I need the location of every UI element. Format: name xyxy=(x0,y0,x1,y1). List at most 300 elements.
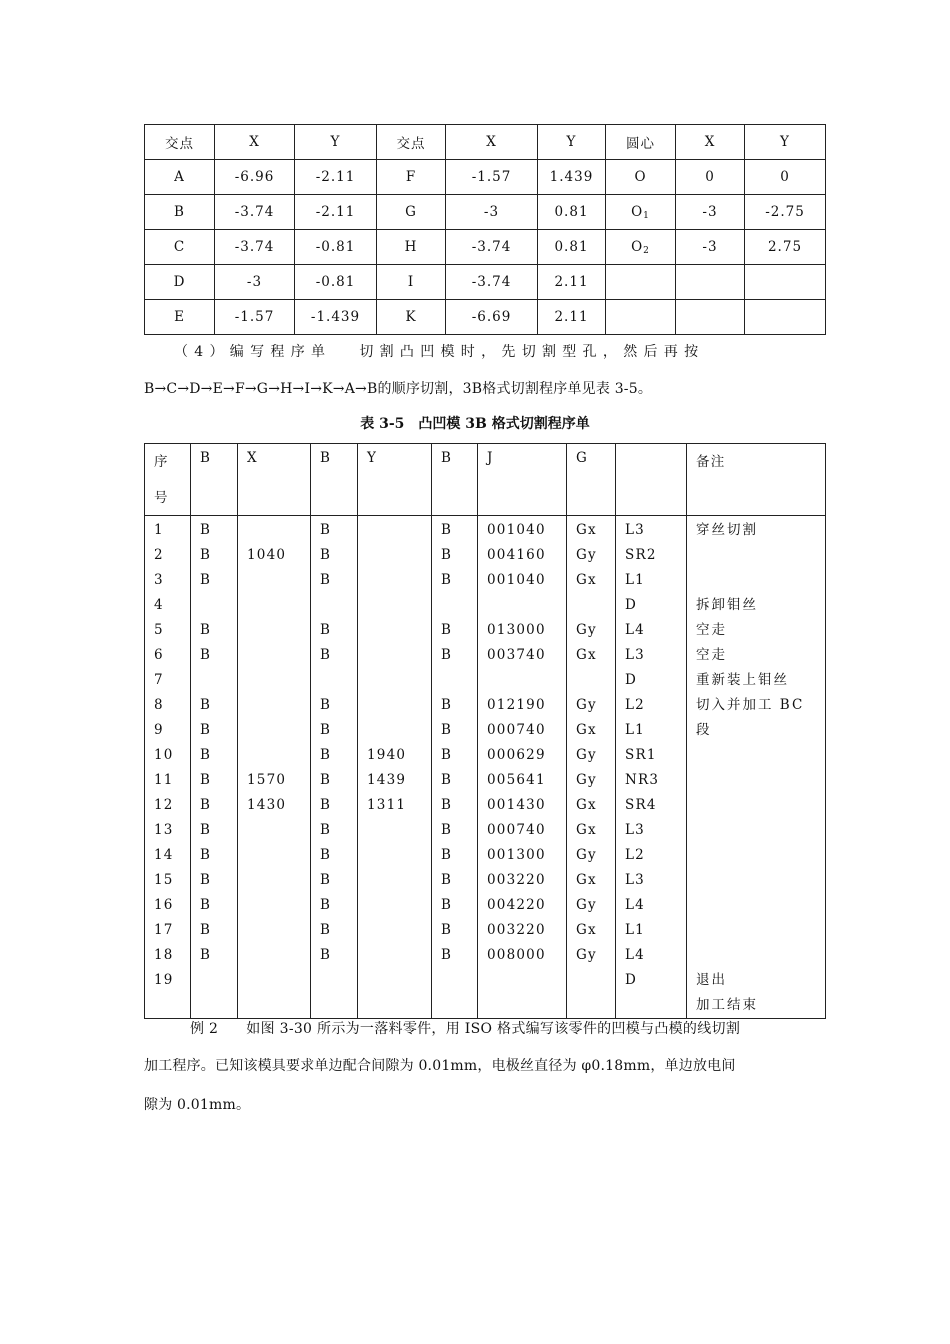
table-row xyxy=(145,993,826,1019)
table-cell: Gx xyxy=(567,793,616,818)
table-cell: L3 xyxy=(616,643,687,668)
table-row xyxy=(145,618,826,643)
note-cell xyxy=(687,543,826,568)
header-cell: 交点 xyxy=(145,125,215,160)
table-cell xyxy=(238,843,311,868)
table-cell xyxy=(358,993,432,1019)
table-cell xyxy=(432,968,478,993)
table-cell: B xyxy=(191,918,238,943)
note-cell xyxy=(687,868,826,893)
table-cell: 003220 xyxy=(478,868,567,893)
table-cell xyxy=(191,668,238,693)
table-cell: SR4 xyxy=(616,793,687,818)
table-cell xyxy=(478,593,567,618)
table-cell xyxy=(432,668,478,693)
table-cell: B xyxy=(311,868,358,893)
table-cell: Gx xyxy=(567,718,616,743)
table-cell xyxy=(358,868,432,893)
table-cell: B xyxy=(432,543,478,568)
table-cell: 19 xyxy=(145,968,191,993)
table-cell: G xyxy=(377,195,446,230)
table-cell xyxy=(676,265,745,300)
table-cell: 005641 xyxy=(478,768,567,793)
note-cell: 空走 xyxy=(687,643,826,668)
table-cell: B xyxy=(191,568,238,593)
table-cell: 001040 xyxy=(478,516,567,544)
table-cell: Gy xyxy=(567,618,616,643)
table-cell xyxy=(606,300,676,335)
table-cell: -0.81 xyxy=(295,265,377,300)
table-cell xyxy=(238,868,311,893)
table-cell: 1 xyxy=(145,516,191,544)
table-cell: Gy xyxy=(567,743,616,768)
step-4-paragraph xyxy=(144,341,825,361)
table-cell: Gx xyxy=(567,643,616,668)
table-cell xyxy=(478,968,567,993)
table-cell: 0 xyxy=(745,160,826,195)
table-cell: 0.81 xyxy=(538,230,606,265)
table-cell: 2.11 xyxy=(538,265,606,300)
table-cell: L1 xyxy=(616,568,687,593)
table-cell: 2.75 xyxy=(745,230,826,265)
table-cell: B xyxy=(191,893,238,918)
table-cell: D xyxy=(145,265,215,300)
table-cell: B xyxy=(311,893,358,918)
table-cell: 17 xyxy=(145,918,191,943)
table-cell: -6.69 xyxy=(446,300,538,335)
table-cell xyxy=(358,618,432,643)
header-cell: Y xyxy=(538,125,606,160)
table-cell xyxy=(238,743,311,768)
header-cell: 备注 xyxy=(687,444,826,516)
table-cell xyxy=(238,693,311,718)
table-cell: -3.74 xyxy=(446,230,538,265)
table-cell: B xyxy=(191,868,238,893)
table-row xyxy=(145,568,826,593)
header-cell: Y xyxy=(745,125,826,160)
table-cell: 9 xyxy=(145,718,191,743)
table-cell: K xyxy=(377,300,446,335)
table-cell: B xyxy=(432,843,478,868)
table-cell xyxy=(432,993,478,1019)
table-cell: B xyxy=(311,943,358,968)
table-row xyxy=(145,230,826,265)
table-cell: 6 xyxy=(145,643,191,668)
step-4-heading: （4）编写程序单 xyxy=(174,344,332,360)
table-cell: B xyxy=(432,893,478,918)
table-cell: 1311 xyxy=(358,793,432,818)
table-row xyxy=(145,918,826,943)
table-cell: Gx xyxy=(567,818,616,843)
table-cell: B xyxy=(191,943,238,968)
table-cell: B xyxy=(432,568,478,593)
table-row xyxy=(145,195,826,230)
table-cell: -1.439 xyxy=(295,300,377,335)
table-cell: B xyxy=(432,868,478,893)
table-cell: 004160 xyxy=(478,543,567,568)
table-cell xyxy=(238,668,311,693)
table-cell xyxy=(478,993,567,1019)
table-cell: B xyxy=(432,643,478,668)
header-cell: 号 xyxy=(154,490,169,506)
table-cell: 1040 xyxy=(238,543,311,568)
table-cell: D xyxy=(616,593,687,618)
table-cell: 12 xyxy=(145,793,191,818)
table-cell: Gx xyxy=(567,516,616,544)
table-cell: B xyxy=(432,693,478,718)
table-cell xyxy=(358,918,432,943)
table-cell: B xyxy=(432,793,478,818)
table-cell: -6.96 xyxy=(215,160,295,195)
table-cell: SR1 xyxy=(616,743,687,768)
table-cell: 013000 xyxy=(478,618,567,643)
table-cell: 003740 xyxy=(478,643,567,668)
table-cell: 15 xyxy=(145,868,191,893)
table-cell: Gy xyxy=(567,843,616,868)
note-cell xyxy=(687,918,826,943)
table-cell: 2.11 xyxy=(538,300,606,335)
table-row xyxy=(145,693,826,718)
table-cell: B xyxy=(311,618,358,643)
table-cell: B xyxy=(432,818,478,843)
table-cell: B xyxy=(191,643,238,668)
table-cell: L3 xyxy=(616,516,687,544)
table-cell: L1 xyxy=(616,718,687,743)
program-table xyxy=(144,443,826,1019)
table-cell xyxy=(238,943,311,968)
table-cell: -2.75 xyxy=(745,195,826,230)
header-cell: X xyxy=(215,125,295,160)
table-header-row xyxy=(145,444,826,516)
note-cell: 段 xyxy=(687,718,826,743)
table-cell: 000629 xyxy=(478,743,567,768)
table-cell: H xyxy=(377,230,446,265)
header-cell: 交点 xyxy=(377,125,446,160)
table-cell xyxy=(238,516,311,544)
table-cell: 008000 xyxy=(478,943,567,968)
table-cell: -3.74 xyxy=(446,265,538,300)
table-cell xyxy=(567,968,616,993)
table-cell xyxy=(358,718,432,743)
table-cell: 001430 xyxy=(478,793,567,818)
program-table-body xyxy=(145,516,826,1019)
table-cell: Gy xyxy=(567,893,616,918)
intersection-coordinate-table xyxy=(144,124,826,335)
note-cell: 切入并加工 BC xyxy=(687,693,826,718)
header-cell: J xyxy=(478,444,567,516)
table-cell xyxy=(606,265,676,300)
table-cell xyxy=(745,265,826,300)
table-row xyxy=(145,793,826,818)
table-cell: B xyxy=(311,918,358,943)
table-cell: B xyxy=(311,793,358,818)
note-cell: 重新装上钼丝 xyxy=(687,668,826,693)
table-cell: -2.11 xyxy=(295,195,377,230)
table-row xyxy=(145,160,826,195)
table-cell: D xyxy=(616,668,687,693)
table-cell: Gy xyxy=(567,768,616,793)
table-cell xyxy=(358,668,432,693)
table-cell: -3 xyxy=(676,195,745,230)
table-cell xyxy=(358,693,432,718)
table-cell xyxy=(358,543,432,568)
table-cell: 7 xyxy=(145,668,191,693)
table-cell: B xyxy=(432,918,478,943)
table-cell: B xyxy=(311,818,358,843)
table-cell xyxy=(358,643,432,668)
table-cell xyxy=(311,668,358,693)
table-row xyxy=(145,643,826,668)
example-label: 例 2 xyxy=(190,1021,219,1037)
table-cell xyxy=(311,968,358,993)
table-cell: -1.57 xyxy=(215,300,295,335)
table-cell: B xyxy=(432,516,478,544)
header-cell: B xyxy=(432,444,478,516)
table-cell: B xyxy=(311,643,358,668)
table-cell: Gy xyxy=(567,543,616,568)
table-cell: B xyxy=(311,568,358,593)
header-cell: Y xyxy=(295,125,377,160)
table-cell xyxy=(191,593,238,618)
example-text-line-3: 隙为 0.01mm。 xyxy=(144,1097,251,1113)
table-cell: $O_2$ xyxy=(606,230,676,265)
table-cell: 004220 xyxy=(478,893,567,918)
table-cell: Gy xyxy=(567,693,616,718)
note-cell xyxy=(687,568,826,593)
table-cell: B xyxy=(191,743,238,768)
table-cell xyxy=(358,943,432,968)
table-cell: 0.81 xyxy=(538,195,606,230)
table-cell: Gy xyxy=(567,943,616,968)
table-cell: B xyxy=(432,768,478,793)
table-cell: F xyxy=(377,160,446,195)
table-cell: L3 xyxy=(616,868,687,893)
table-cell: B xyxy=(311,693,358,718)
header-cell: Y xyxy=(358,444,432,516)
table-cell xyxy=(432,593,478,618)
header-cell: B xyxy=(191,444,238,516)
table-row xyxy=(145,516,826,544)
table-cell: B xyxy=(191,718,238,743)
table-row xyxy=(145,743,826,768)
table-header-row xyxy=(145,125,826,160)
header-cell: X xyxy=(238,444,311,516)
table-cell: 000740 xyxy=(478,718,567,743)
table-row xyxy=(145,893,826,918)
note-cell: 退出 xyxy=(687,968,826,993)
table-cell xyxy=(238,993,311,1019)
table-row xyxy=(145,768,826,793)
table-cell: B xyxy=(311,743,358,768)
header-cell: 序 xyxy=(154,454,169,470)
table-cell: A xyxy=(145,160,215,195)
table-cell: I xyxy=(377,265,446,300)
header-cell: 圆心 xyxy=(606,125,676,160)
note-cell xyxy=(687,943,826,968)
table-cell: B xyxy=(191,793,238,818)
table-cell: L4 xyxy=(616,618,687,643)
table-cell xyxy=(478,668,567,693)
table-cell: -3.74 xyxy=(215,230,295,265)
table-cell: L2 xyxy=(616,843,687,868)
table-cell: 1940 xyxy=(358,743,432,768)
cutting-order-text: B→C→D→E→F→G→H→I→K→A→B的顺序切割，3B格式切割程序单见表 3-5。 xyxy=(144,381,653,397)
table-cell: 18 xyxy=(145,943,191,968)
table-cell: NR3 xyxy=(616,768,687,793)
note-cell: 空走 xyxy=(687,618,826,643)
table-cell: -1.57 xyxy=(446,160,538,195)
table-cell: SR2 xyxy=(616,543,687,568)
note-cell xyxy=(687,818,826,843)
table-cell xyxy=(311,593,358,618)
table-cell: B xyxy=(432,718,478,743)
table-cell: 10 xyxy=(145,743,191,768)
table-cell: 8 xyxy=(145,693,191,718)
table-cell: 003220 xyxy=(478,918,567,943)
table-cell xyxy=(567,593,616,618)
table-cell: 001300 xyxy=(478,843,567,868)
table-cell: 13 xyxy=(145,818,191,843)
table-row xyxy=(145,593,826,618)
header-cell-index xyxy=(145,444,191,516)
table-cell xyxy=(676,300,745,335)
table-cell: B xyxy=(191,543,238,568)
note-cell xyxy=(687,843,826,868)
table-cell xyxy=(358,818,432,843)
table-cell xyxy=(191,993,238,1019)
table-cell: B xyxy=(191,768,238,793)
note-cell: 穿丝切割 xyxy=(687,516,826,544)
table-cell xyxy=(238,568,311,593)
table-row xyxy=(145,943,826,968)
table-cell: B xyxy=(311,516,358,544)
table-cell xyxy=(238,968,311,993)
table-cell: B xyxy=(432,943,478,968)
table-cell: B xyxy=(145,195,215,230)
table-row xyxy=(145,668,826,693)
table-cell: B xyxy=(432,618,478,643)
table-row xyxy=(145,543,826,568)
table-cell xyxy=(358,843,432,868)
table-cell: 1570 xyxy=(238,768,311,793)
table-cell: -3.74 xyxy=(215,195,295,230)
note-cell xyxy=(687,793,826,818)
example-2-paragraph xyxy=(144,1018,825,1038)
note-cell xyxy=(687,743,826,768)
table-cell: 14 xyxy=(145,843,191,868)
table-cell xyxy=(745,300,826,335)
table-cell: 16 xyxy=(145,893,191,918)
table-cell xyxy=(358,893,432,918)
table-row xyxy=(145,718,826,743)
table-cell: L2 xyxy=(616,693,687,718)
table-cell: B xyxy=(191,516,238,544)
table-cell xyxy=(567,668,616,693)
table-cell: 1.439 xyxy=(538,160,606,195)
table-cell xyxy=(238,618,311,643)
table-cell xyxy=(358,568,432,593)
table-cell: 1430 xyxy=(238,793,311,818)
table-cell: L4 xyxy=(616,893,687,918)
table-cell: C xyxy=(145,230,215,265)
table-cell xyxy=(358,968,432,993)
table-cell: B xyxy=(191,818,238,843)
table-cell xyxy=(616,993,687,1019)
header-cell: X xyxy=(676,125,745,160)
table-cell: 5 xyxy=(145,618,191,643)
table-cell: Gx xyxy=(567,568,616,593)
note-cell xyxy=(687,893,826,918)
table-cell: B xyxy=(311,718,358,743)
table-cell: $O_1$ xyxy=(606,195,676,230)
table-row xyxy=(145,868,826,893)
table-row xyxy=(145,968,826,993)
table-cell xyxy=(191,968,238,993)
table-cell xyxy=(238,718,311,743)
header-cell: B xyxy=(311,444,358,516)
table-cell: 0 xyxy=(676,160,745,195)
table-cell: B xyxy=(311,768,358,793)
table-cell: B xyxy=(311,543,358,568)
table-cell: 2 xyxy=(145,543,191,568)
note-cell: 加工结束 xyxy=(687,993,826,1019)
table-cell: 4 xyxy=(145,593,191,618)
table-cell: E xyxy=(145,300,215,335)
header-cell: X xyxy=(446,125,538,160)
table-cell: L4 xyxy=(616,943,687,968)
table-cell xyxy=(238,893,311,918)
step-4-text: 切割凸凹模时，先切割型孔，然后再按 xyxy=(359,344,705,360)
table-cell: Gx xyxy=(567,918,616,943)
table-cell: B xyxy=(432,743,478,768)
note-cell: 拆卸钼丝 xyxy=(687,593,826,618)
table-cell xyxy=(358,516,432,544)
table-cell: O xyxy=(606,160,676,195)
table-cell: -3 xyxy=(215,265,295,300)
table-row xyxy=(145,300,826,335)
table-cell: 3 xyxy=(145,568,191,593)
table-cell: -3 xyxy=(446,195,538,230)
table-cell: 000740 xyxy=(478,818,567,843)
table-cell: -2.11 xyxy=(295,160,377,195)
table-cell: B xyxy=(191,693,238,718)
table-cell: L3 xyxy=(616,818,687,843)
table-cell: 012190 xyxy=(478,693,567,718)
table-cell: B xyxy=(191,843,238,868)
table-cell xyxy=(567,993,616,1019)
example-text: 如图 3-30 所示为一落料零件，用 ISO 格式编写该零件的凹模与凸模的线切割 xyxy=(246,1021,741,1037)
example-text-line-2: 加工程序。已知该模具要求单边配合间隙为 0.01mm，电极丝直径为 φ0.18mm，单边放电间 xyxy=(144,1058,736,1074)
table-caption: 表 3-5 凸凹模 3B 格式切割程序单 xyxy=(360,416,590,432)
table-cell xyxy=(238,643,311,668)
header-cell xyxy=(616,444,687,516)
table-cell: Gx xyxy=(567,868,616,893)
table-row xyxy=(145,818,826,843)
table-cell: B xyxy=(191,618,238,643)
header-cell: G xyxy=(567,444,616,516)
table-cell: 001040 xyxy=(478,568,567,593)
table-cell: -0.81 xyxy=(295,230,377,265)
table-cell xyxy=(238,593,311,618)
note-cell xyxy=(687,768,826,793)
table-cell: -3 xyxy=(676,230,745,265)
table-cell: D xyxy=(616,968,687,993)
table-cell: B xyxy=(311,843,358,868)
table-cell: 11 xyxy=(145,768,191,793)
table-cell xyxy=(311,993,358,1019)
table-row xyxy=(145,265,826,300)
table-cell: 1439 xyxy=(358,768,432,793)
